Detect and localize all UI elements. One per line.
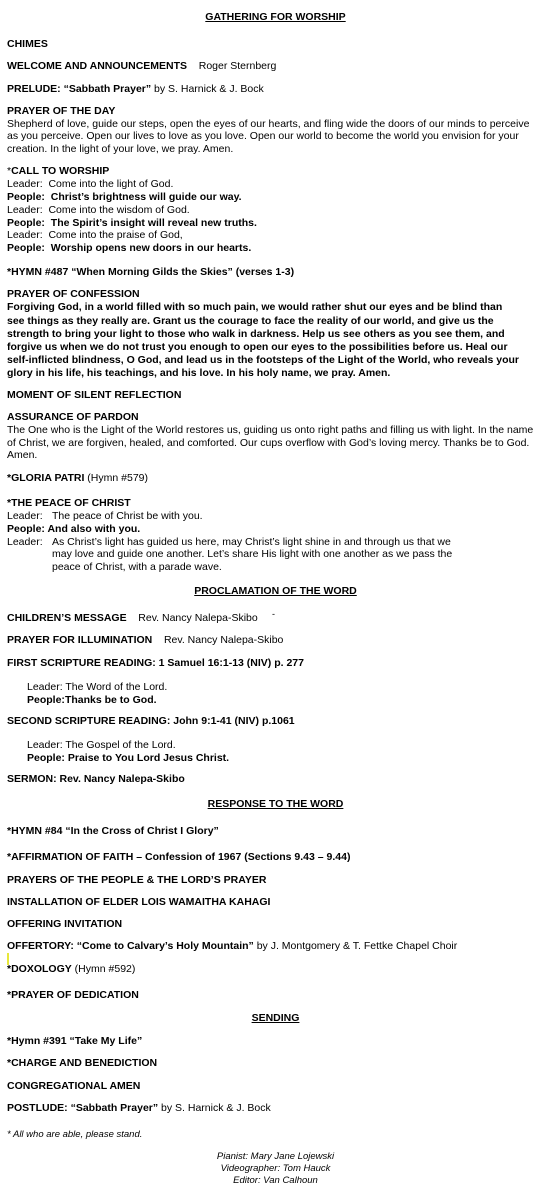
prayers-people: PRAYERS OF THE PEOPLE & THE LORD’S PRAYER	[7, 874, 267, 886]
peace-title: *THE PEACE OF CHRIST	[7, 497, 131, 509]
prayer-day-line: as you perceive. Open our lives to love as you love. Open our world to become the world you envision for your	[7, 130, 519, 142]
welcome-title: WELCOME AND ANNOUNCEMENTS	[7, 60, 188, 72]
affirmation: *AFFIRMATION OF FAITH – Confession of 1967 (Sections 9.43 – 9.44)	[7, 851, 351, 863]
doxology-line	[7, 963, 135, 976]
first-reading-leader: Leader: The Word of the Lord.	[27, 681, 168, 693]
postlude-credit: by S. Harnick & J. Bock	[158, 1102, 271, 1114]
peace-leader-line	[7, 536, 451, 549]
silent-reflection: MOMENT OF SILENT REFLECTION	[7, 389, 182, 401]
call-title-line	[7, 165, 109, 178]
children-name: Rev. Nancy Nalepa-Skibo	[138, 612, 258, 624]
first-reading-people	[27, 694, 157, 707]
peace-text: The peace of Christ be with you.	[52, 510, 203, 522]
credit-line: Editor: Van Calhoun	[233, 1175, 318, 1186]
chimes: CHIMES	[7, 38, 48, 50]
heading-sending: SENDING	[251, 1012, 300, 1024]
call-star: *	[7, 165, 12, 177]
response-text: Thanks be to God.	[64, 694, 157, 706]
role-label: People:	[7, 523, 45, 535]
stand-note: * All who are able, please stand.	[7, 1129, 143, 1140]
illumination-line	[7, 634, 283, 647]
children-title: CHILDREN’S MESSAGE	[7, 612, 127, 624]
call-text: Come into the wisdom of God.	[48, 204, 190, 216]
call-text: The Spirit’s insight will reveal new truths.	[50, 217, 257, 229]
call-text: Come into the praise of God,	[48, 229, 183, 241]
doxology-title: *DOXOLOGY	[7, 963, 72, 975]
confession-line: self-inflicted blindness, O God, and lead us in the footsteps of the Light of the World, who reveals your	[7, 354, 520, 366]
response-text: Praise to You Lord Jesus Christ.	[67, 752, 230, 764]
prelude-line	[7, 83, 264, 96]
hymn-391: *Hymn #391 “Take My Life”	[7, 1035, 143, 1047]
peace-leader-line	[7, 510, 203, 523]
peace-people-line	[7, 523, 140, 536]
installation: INSTALLATION OF ELDER LOIS WAMAITHA KAHAGI	[7, 896, 271, 908]
credit-line: Videographer: Tom Hauck	[220, 1163, 331, 1174]
role-label: People:	[7, 217, 45, 229]
offertory-line	[7, 940, 457, 953]
confession-line: see things as they really are. Grant us the courage to face the reality of our world, and give us the	[7, 315, 494, 327]
call-line	[7, 204, 190, 217]
credit-line: Pianist: Mary Jane Lojewski	[216, 1151, 335, 1162]
hymn-84: *HYMN #84 “In the Cross of Christ I Glory”	[7, 825, 219, 837]
confession-line: glory in his life, his teachings, and his love. In his holy name, we pray. Amen.	[7, 367, 391, 379]
peace-text: As Christ’s light has guided us here, may Christ’s light shine in and through us that we	[52, 536, 451, 548]
peace-text: And also with you.	[47, 523, 141, 535]
call-line	[7, 229, 183, 242]
call-line	[7, 191, 242, 204]
role-label: People:	[7, 242, 45, 254]
confession-line: Forgiving God, in a world filled with so much pain, we would rather shut our eyes and be blind than	[7, 301, 503, 313]
call-title: CALL TO WORSHIP	[11, 165, 110, 177]
gloria-ref: (Hymn #579)	[84, 472, 148, 484]
call-text: Come into the light of God.	[48, 178, 174, 190]
offering-invitation: OFFERING INVITATION	[7, 918, 123, 930]
congregational-amen: CONGREGATIONAL AMEN	[7, 1080, 141, 1092]
call-line	[7, 217, 257, 230]
call-line	[7, 242, 251, 255]
peace-text: peace of Christ, with a parade wave.	[52, 561, 222, 573]
heading-gathering: GATHERING FOR WORSHIP	[205, 11, 346, 23]
role-label: People:	[27, 752, 65, 764]
prayer-day-title: PRAYER OF THE DAY	[7, 105, 116, 117]
offertory-title: OFFERTORY: “Come to Calvary’s Holy Mountain”	[7, 940, 254, 952]
role-label: Leader:	[7, 510, 43, 522]
prelude-credit: by S. Harnick & J. Bock	[151, 83, 264, 95]
role-label: People:	[27, 694, 65, 706]
confession-line: forgive us when we do not trust you enough to open our eyes to the possibilities before us. Heal our	[7, 341, 508, 353]
second-reading-title: SECOND SCRIPTURE READING: John 9:1-41 (NIV) p.1061	[7, 715, 295, 727]
pardon-line: Amen.	[7, 449, 38, 461]
confession-line: strength to bring your light to those who walk in darkness. Help us see others as you see them, and	[7, 328, 505, 340]
heading-response: RESPONSE TO THE WORD	[207, 798, 344, 810]
children-line	[7, 612, 258, 625]
gloria-line	[7, 472, 148, 485]
welcome-name: Roger Sternberg	[198, 60, 277, 72]
postlude-line	[7, 1102, 271, 1115]
peace-text: may love and guide one another. Let’s share His light with one another as we pass the	[52, 548, 453, 560]
postlude-title: POSTLUDE: “Sabbath Prayer”	[7, 1102, 159, 1114]
offertory-credit: by J. Montgomery & T. Fettke Chapel Choir	[253, 940, 458, 952]
gloria-title: *GLORIA PATRI	[7, 472, 85, 484]
prayer-dedication: *PRAYER OF DEDICATION	[7, 989, 139, 1001]
second-reading-people	[27, 752, 229, 765]
doxology-ref: (Hymn #592)	[71, 963, 136, 975]
heading-proclamation: PROCLAMATION OF THE WORD	[194, 585, 357, 597]
prayer-day-line: Shepherd of love, guide our steps, open the eyes of our hearts, and fling wide the doors of our minds to perceive	[7, 118, 530, 130]
call-text: Christ’s brightness will guide our way.	[50, 191, 242, 203]
stray-mark: -	[272, 609, 275, 619]
pardon-line: The One who is the Light of the World restores us, guiding us onto right paths and filling us with light. In the name	[7, 424, 534, 436]
sermon: SERMON: Rev. Nancy Nalepa-Skibo	[7, 773, 185, 785]
illumination-name: Rev. Nancy Nalepa-Skibo	[163, 634, 284, 646]
call-line	[7, 178, 173, 191]
role-label: Leader:	[7, 229, 43, 241]
role-label: Leader:	[7, 204, 43, 216]
confession-title: PRAYER OF CONFESSION	[7, 288, 140, 300]
role-label: Leader:	[7, 536, 43, 548]
role-label: Leader:	[7, 178, 43, 190]
benediction: *CHARGE AND BENEDICTION	[7, 1057, 158, 1069]
hymn-487: *HYMN #487 “When Morning Gilds the Skies” (verses 1-3)	[7, 266, 295, 278]
pardon-line: of Christ, we are forgiven, healed, and comforted. Our cups overflow with God’s loving mercy. Thanks be to God.	[7, 437, 530, 449]
role-label: People:	[7, 191, 45, 203]
call-text: Worship opens new doors in our hearts.	[50, 242, 252, 254]
illumination-title: PRAYER FOR ILLUMINATION	[7, 634, 153, 646]
second-reading-leader: Leader: The Gospel of the Lord.	[27, 739, 176, 751]
pardon-title: ASSURANCE OF PARDON	[7, 411, 139, 423]
first-reading-title: FIRST SCRIPTURE READING: 1 Samuel 16:1-13 (NIV) p. 277	[7, 657, 304, 669]
welcome-line	[7, 60, 276, 73]
prayer-day-line: creation. In the light of your love, we pray. Amen.	[7, 143, 234, 155]
prelude-title: PRELUDE: “Sabbath Prayer”	[7, 83, 152, 95]
